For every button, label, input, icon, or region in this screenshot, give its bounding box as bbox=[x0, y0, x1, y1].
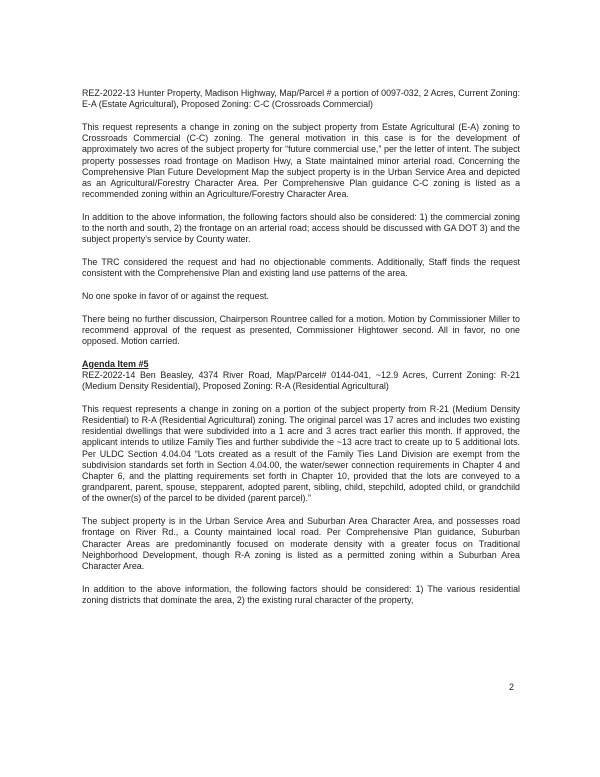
paragraph-public-comment: No one spoke in favor of or against the request. bbox=[82, 290, 269, 301]
paragraph-rez-14-factors: In addition to the above information, the following factors should be considered: 1) The various residential zoning districts that dominate the area, 2) the existing rural character of the property, bbox=[82, 583, 520, 605]
paragraph-motion: There being no further discussion, Chairperson Rountree called for a motion. Motion by Commissioner Miller to recommend approval of the request as presented, Commissioner Hightower second. All in favor, no one opposed. Motion carried. bbox=[82, 313, 520, 346]
paragraph-rez-14-character-area: The subject property is in the Urban Service Area and Suburban Area Character Area, and possesses road frontage on River Rd., a County maintained local road. Per Comprehensive Plan guidance, Suburban Character Areas are predominantly focused on moderate density with a greater focus on Traditional Neighborhood Development, though R-A zoning is listed as a permitted zoning within a Suburban Area Character Area. bbox=[82, 516, 520, 571]
paragraph-factors: In addition to the above information, the following factors should also be considered: 1) the commercial zoning to the north and south, 2) the frontage on an arterial road; access should be discussed with GA DOT 3) and the subject property’s service by County water. bbox=[82, 211, 520, 245]
paragraph-rez-14-change: This request represents a change in zoning on a portion of the subject property from R-21 (Medium Density Residential) to R-A (Residential Agricultural) zoning. The original parcel was 17 acres and includes two existing residential dwellings that were subdivided into a 1 acre and 3 acres tract earlier this month. If approved, the applicant intends to utilize Family Ties and further subdivide the ~13 acre tract to create up to 5 additional lots. Per ULDC Section 4.04.04 “Lots created as a result of the Family Ties Land Division are exempt from the subdivision standards set forth in Section 4.04.00, the water/sewer connection requirements in Chapter 4 and Chapter 6, and the platting requirements set forth in Chapter 10, provided that the lots are conveyed to a grandparent, parent, spouse, stepparent, adopted parent, sibling, child, stepchild, adopted child, or grandchild of the owner(s) of the parcel to be divided (parent parcel).” bbox=[82, 403, 520, 504]
paragraph-zoning-change: This request represents a change in zoning on the subject property from Estate Agricultural (E-A) zoning to Crossroads Commercial (C-C) zoning. The general motivation in this case is for the development of approximately two acres of the subject property for “future commercial use,” per the letter of intent. The subject property possesses road frontage on Madison Hwy, a State maintained minor arterial road. Concerning the Comprehensive Plan Future Development Map the subject property is in the Urban Service Area and depicted as an Agricultural/Forestry Character Area. Per Comprehensive Plan guidance C-C zoning is listed as a recommended zoning within an Agriculture/Forestry Character Area. bbox=[82, 121, 520, 200]
document-page bbox=[82, 88, 520, 618]
agenda-item-heading: Agenda Item #5 bbox=[82, 358, 149, 369]
paragraph-trc: The TRC considered the request and had no objectionable comments. Additionally, Staff finds the request consistent with the Comprehensive Plan and existing land use patterns of the area. bbox=[82, 256, 520, 279]
rez-2022-14-title: REZ-2022-14 Ben Beasley, 4374 River Road, Map/Parcel# 0144-041, ~12.9 Acres, Current Zoning: R-21 (Medium Density Residential), Proposed Zoning: R-A (Residential Agricultural) bbox=[82, 369, 520, 392]
rez-2022-13-title: REZ-2022-13 Hunter Property, Madison Highway, Map/Parcel # a portion of 0097-032, 2 Acres, Current Zoning: E-A (Estate Agricultural), Proposed Zoning: C-C (Crossroads Commercial) bbox=[82, 88, 520, 110]
page-number: 2 bbox=[509, 682, 515, 692]
